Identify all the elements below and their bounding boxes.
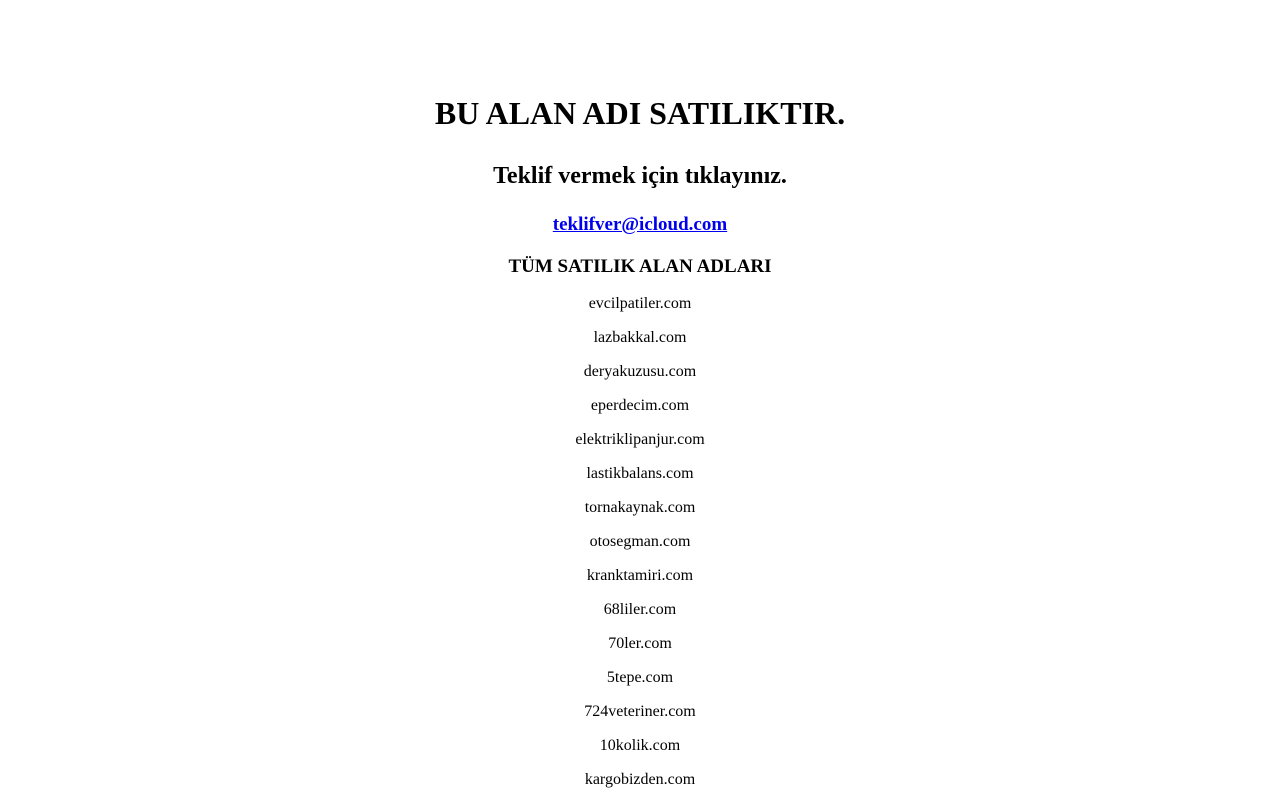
domain-list-item: tornakaynak.com bbox=[584, 499, 696, 516]
domain-list-item: elektriklipanjur.com bbox=[575, 431, 705, 448]
domain-list-item: otosegman.com bbox=[589, 533, 691, 550]
domain-list-item: 70ler.com bbox=[608, 635, 672, 652]
email-paragraph bbox=[0, 213, 1280, 237]
domain-list-item: lazbakkal.com bbox=[593, 329, 687, 346]
domain-list bbox=[0, 295, 1280, 800]
email-link[interactable]: teklifver@icloud.com bbox=[552, 214, 728, 235]
domain-list-item: 724veteriner.com bbox=[584, 703, 696, 720]
domain-list-item: kranktamiri.com bbox=[586, 567, 694, 584]
offer-subtitle: Teklif vermek için tıklayınız. bbox=[493, 163, 787, 189]
domain-list-item: deryakuzusu.com bbox=[583, 363, 697, 380]
domain-list-item: kargobizden.com bbox=[584, 771, 696, 788]
domain-list-heading: TÜM SATILIK ALAN ADLARI bbox=[508, 256, 772, 277]
domain-list-item: 10kolik.com bbox=[599, 737, 681, 754]
domain-list-item: 68liler.com bbox=[603, 601, 677, 618]
domain-list-item: lastikbalans.com bbox=[586, 465, 694, 482]
domain-list-item: eperdecim.com bbox=[590, 397, 690, 414]
domain-list-item: evcilpatiler.com bbox=[588, 295, 692, 312]
domain-list-item: 5tepe.com bbox=[606, 669, 674, 686]
page-title: BU ALAN ADI SATILIKTIR. bbox=[434, 95, 846, 131]
